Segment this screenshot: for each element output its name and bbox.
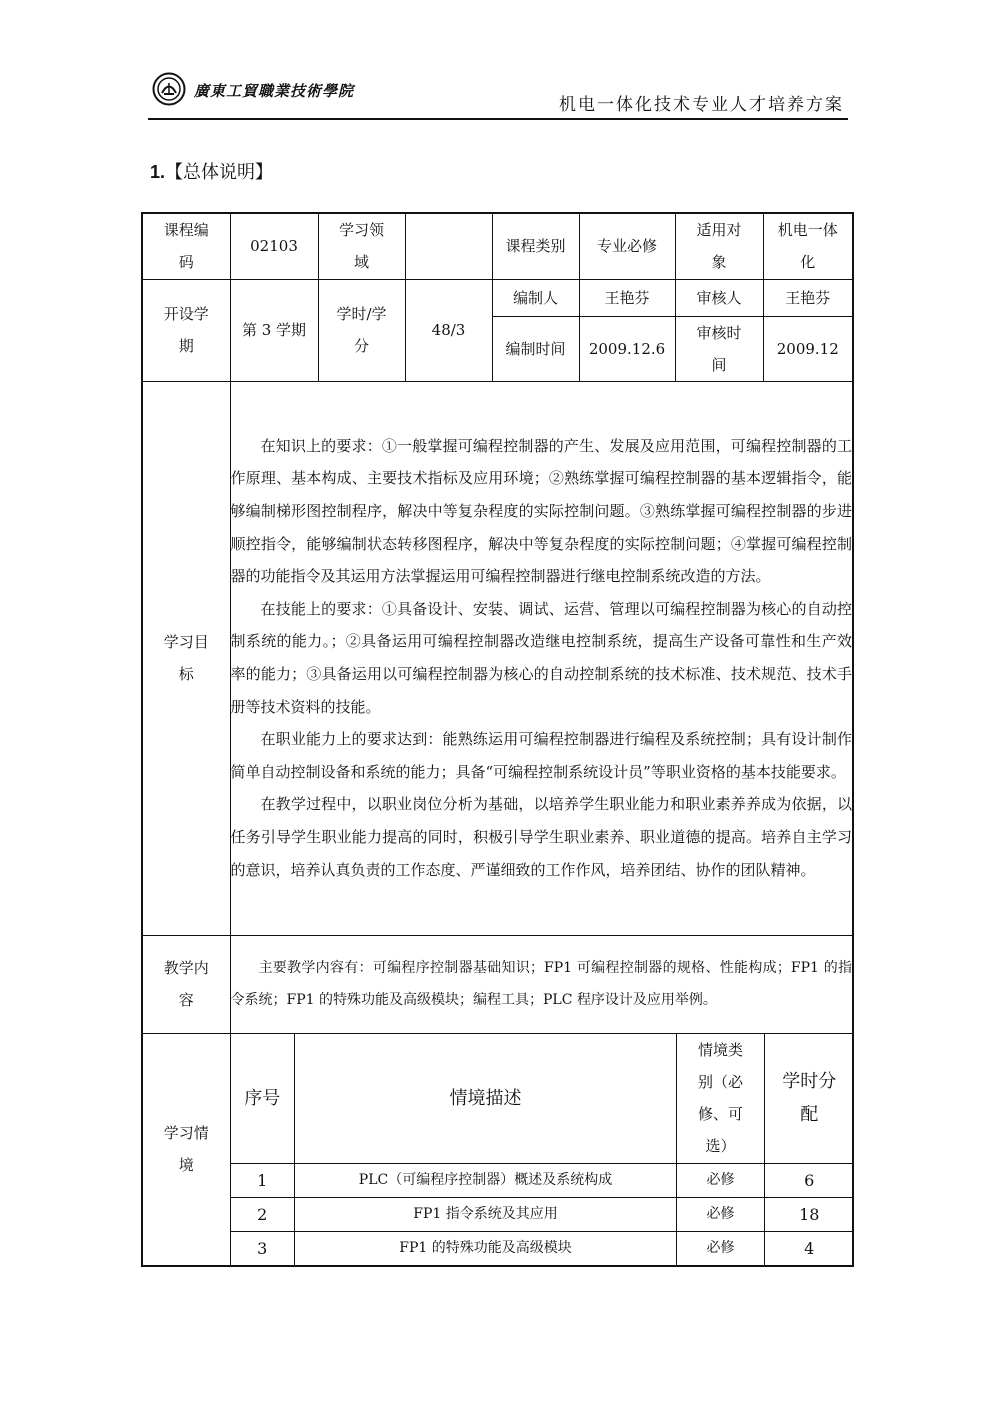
- content-body: [230, 935, 853, 1033]
- category-value: 专业必修: [579, 213, 675, 279]
- audience-label: 适用对象: [675, 213, 763, 279]
- audience-value: 机电一体化: [763, 213, 853, 279]
- section-number: 1.: [150, 162, 166, 182]
- goals-skills: 在技能上的要求：①具备设计、安装、调试、运营、管理以可编程控制器为核心的自动控制系统的能力。；②具备运用可编程控制器改造继电控制系统，提高生产设备可靠性和生产效率的能力；③具备运用以可编程控制器为核心的自动控制系统的技术标准、技术规范、技术手册等技术资料的技能。: [230, 599, 852, 716]
- section-title: 【总体说明】: [165, 162, 274, 183]
- author-value: 王艳芬: [579, 279, 675, 316]
- situation-row: [231, 1232, 854, 1266]
- row-type: 必修: [677, 1164, 765, 1198]
- school-logo-icon: [152, 72, 186, 106]
- reviewer-label: 审核人: [675, 279, 763, 316]
- col-type-header: 情境类别（必修、可选）: [677, 1034, 765, 1164]
- goals-professional: 在职业能力上的要求达到：能熟练运用可编程控制器进行编程及系统控制；具有设计制作简单自动控制设备和系统的能力；具备“可编程控制系统设计员”等职业资格的基本技能要求。: [230, 730, 852, 781]
- situation-row: [231, 1164, 854, 1198]
- col-hours-header: 学时分配: [765, 1034, 854, 1164]
- row-type: 必修: [677, 1198, 765, 1232]
- col-seq-header: 序号: [231, 1034, 295, 1164]
- document-title: 机电一体化技术专业人才培养方案: [559, 95, 844, 115]
- row-type: 必修: [677, 1232, 765, 1266]
- goals-knowledge: 在知识上的要求：①一般掌握可编程控制器的产生、发展及应用范围，可编程控制器的工作原理、基本构成、主要技术指标及应用环境；②熟练掌握可编程控制器的基本逻辑指令，能够编制梯形图控制程序，解决中等复杂程度的实际控制问题。③熟练掌握可编程控制器的步进顺控指令，能够编制状态转移图程序，解决中等复杂程度的实际控制问题；④掌握可编程控制器的功能指令及其运用方法掌握运用可编程控制器进行继电控制系统改造的方法。: [230, 436, 852, 586]
- semester-value: 第 3 学期: [230, 279, 318, 381]
- row-desc: FP1 的特殊功能及高级模块: [295, 1232, 677, 1266]
- course-overview-table: [141, 212, 854, 1267]
- reviewer-value: 王艳芬: [763, 279, 853, 316]
- row-seq: 3: [231, 1232, 295, 1266]
- author-label: 编制人: [492, 279, 579, 316]
- field-value: [405, 213, 492, 279]
- content-text: 主要教学内容有：可编程序控制器基础知识；FP1 可编程控制器的规格、性能构成；FP1 的指令系统；FP1 的特殊功能及高级模块；编程工具；PLC 程序设计及应用举例。: [230, 960, 852, 1008]
- goals-label: 学习目标: [142, 381, 230, 935]
- date-label: 编制时间: [492, 316, 579, 381]
- row-hours: 18: [765, 1198, 854, 1232]
- content-label: 教学内容: [142, 935, 230, 1033]
- course-code-value: 02103: [230, 213, 318, 279]
- course-code-label: 课程编码: [142, 213, 230, 279]
- situations-label: 学习情境: [142, 1033, 230, 1266]
- page-header: [148, 70, 848, 120]
- row-seq: 1: [231, 1164, 295, 1198]
- row-desc: PLC（可编程序控制器）概述及系统构成: [295, 1164, 677, 1198]
- row-hours: 6: [765, 1164, 854, 1198]
- semester-label: 开设学期: [142, 279, 230, 381]
- situations-cell: [230, 1033, 853, 1266]
- hours-value: 48/3: [405, 279, 492, 381]
- hours-label: 学时/学分: [318, 279, 405, 381]
- goals-process: 在教学过程中，以职业岗位分析为基础，以培养学生职业能力和职业素养养成为依据，以任务引导学生职业能力提高的同时，积极引导学生职业素养、职业道德的提高。培养自主学习的意识，培养认真负责的工作态度、严谨细致的工作作风，培养团结、协作的团队精神。: [230, 795, 852, 879]
- goals-content: [230, 381, 853, 935]
- category-label: 课程类别: [492, 213, 579, 279]
- review-date-label: 审核时间: [675, 316, 763, 381]
- row-desc: FP1 指令系统及其应用: [295, 1198, 677, 1232]
- date-value: 2009.12.6: [579, 316, 675, 381]
- school-name: 廣東工貿職業技術學院: [194, 82, 355, 100]
- situations-table: [231, 1034, 854, 1266]
- row-seq: 2: [231, 1198, 295, 1232]
- situation-row: [231, 1198, 854, 1232]
- section-heading: [150, 158, 273, 184]
- col-desc-header: 情境描述: [295, 1034, 677, 1164]
- field-label: 学习领域: [318, 213, 405, 279]
- row-hours: 4: [765, 1232, 854, 1266]
- review-date-value: 2009.12: [763, 316, 853, 381]
